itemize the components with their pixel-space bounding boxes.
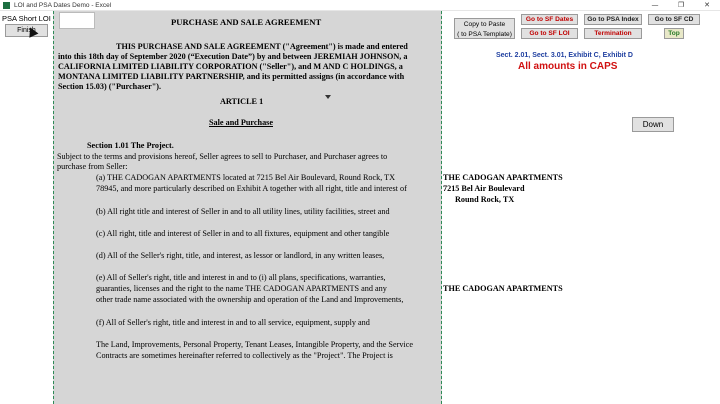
copy-to-paste-sublabel: ( to PSA Template) [457,30,512,38]
termination-button[interactable]: Termination [584,28,642,39]
go-to-sf-dates-button[interactable]: Go to SF Dates [521,14,578,25]
intro-line: CALIFORNIA LIMITED LIABILITY CORPORATION ("Seller"), and M AND C HOLDINGS, a [58,62,403,71]
down-button[interactable]: Down [632,117,674,132]
left-panel-title: PSA Short LOI [2,14,51,23]
closing-line: Contracts are sometimes hereinafter referred to collectively as the "Project". The Project is [96,351,393,360]
left-panel [0,11,53,404]
agreement-document[interactable] [53,11,442,404]
intro-line: MONTANA LIMITED LIABILITY PARTNERSHIP, and its permitted assigns (in accordance with [58,72,405,81]
copy-to-paste-button[interactable] [454,18,515,39]
article-title: Sale and Purchase [209,118,273,127]
caps-note: All amounts in CAPS [518,61,618,72]
intro-line: Section 15.03) ("Purchaser"). [58,82,162,91]
subject-line: Subject to the terms and provisions hereof, Seller agrees to sell to Purchaser, and Purchaser agrees to [57,152,388,161]
go-to-psa-index-button[interactable]: Go to PSA Index [584,14,642,25]
selected-cell[interactable] [59,12,95,29]
go-to-sf-loi-button[interactable]: Go to SF LOI [521,28,578,39]
closing-line: The Land, Improvements, Personal Property, Tenant Leases, Intangible Property, and the Service [96,340,413,349]
excel-icon [3,2,10,9]
subject-line: purchase from Seller: [57,162,128,171]
item-a-line: (a) THE CADOGAN APARTMENTS located at 7215 Bel Air Boulevard, Round Rock, TX [96,173,396,182]
window-controls [642,0,720,11]
comment-marker-icon [325,95,331,99]
finish-button[interactable]: Finish [5,24,48,37]
go-to-sf-cd-button[interactable]: Go to SF CD [648,14,700,25]
item-e-line: (e) All of Seller's right, title and interest in and to (i) all plans, specifications, warranties, [96,273,386,282]
item-d: (d) All of the Seller's right, title, and interest, as lessor or landlord, in any written leases, [96,251,385,260]
item-b: (b) All right title and interest of Seller in and to all utility lines, utility facilities, street and [96,207,390,216]
top-button[interactable]: Top [664,28,684,39]
copy-to-paste-label: Copy to Paste [463,21,506,28]
window-title: LOI and PSA Dates Demo - Excel [14,1,112,9]
property-name: THE CADOGAN APARTMENTS [443,173,563,182]
item-e-line: other trade name associated with the ownership and operation of the Land and Improvements, [96,295,404,304]
property-street: 7215 Bel Air Boulevard [443,184,525,193]
item-a-line: 78945, and more particularly described on Exhibit A together with all right, title and interest of [96,184,407,193]
property-name-secondary: THE CADOGAN APARTMENTS [443,284,563,293]
section-references-note: Sect. 2.01, Sect. 3.01, Exhibit C, Exhibit D [496,52,633,59]
item-c: (c) All right, title and interest of Seller in and to all fixtures, equipment and other tangible [96,229,390,238]
window-title-bar [0,0,720,11]
intro-line: THIS PURCHASE AND SALE AGREEMENT ("Agreement") is made and entered [116,42,408,51]
control-panel [442,11,720,404]
section-title: Section 1.01 The Project. [87,141,174,150]
item-e-line: guaranties, licenses and the right to the name THE CADOGAN APARTMENTS and any [96,284,387,293]
close-icon[interactable]: ✕ [704,1,710,9]
intro-line: into this 18th day of September 2020 (“Execution Date”) by and between JEREMIAH JOHNSON, a [58,52,408,61]
item-f: (f) All of Seller's right, title and interest in and to all service, equipment, supply and [96,318,370,327]
property-city: Round Rock, TX [455,195,515,204]
article-number: ARTICLE 1 [220,97,264,106]
restore-icon[interactable]: ❐ [677,1,685,9]
minimize-icon[interactable]: — [651,1,659,9]
document-heading: PURCHASE AND SALE AGREEMENT [171,17,322,27]
